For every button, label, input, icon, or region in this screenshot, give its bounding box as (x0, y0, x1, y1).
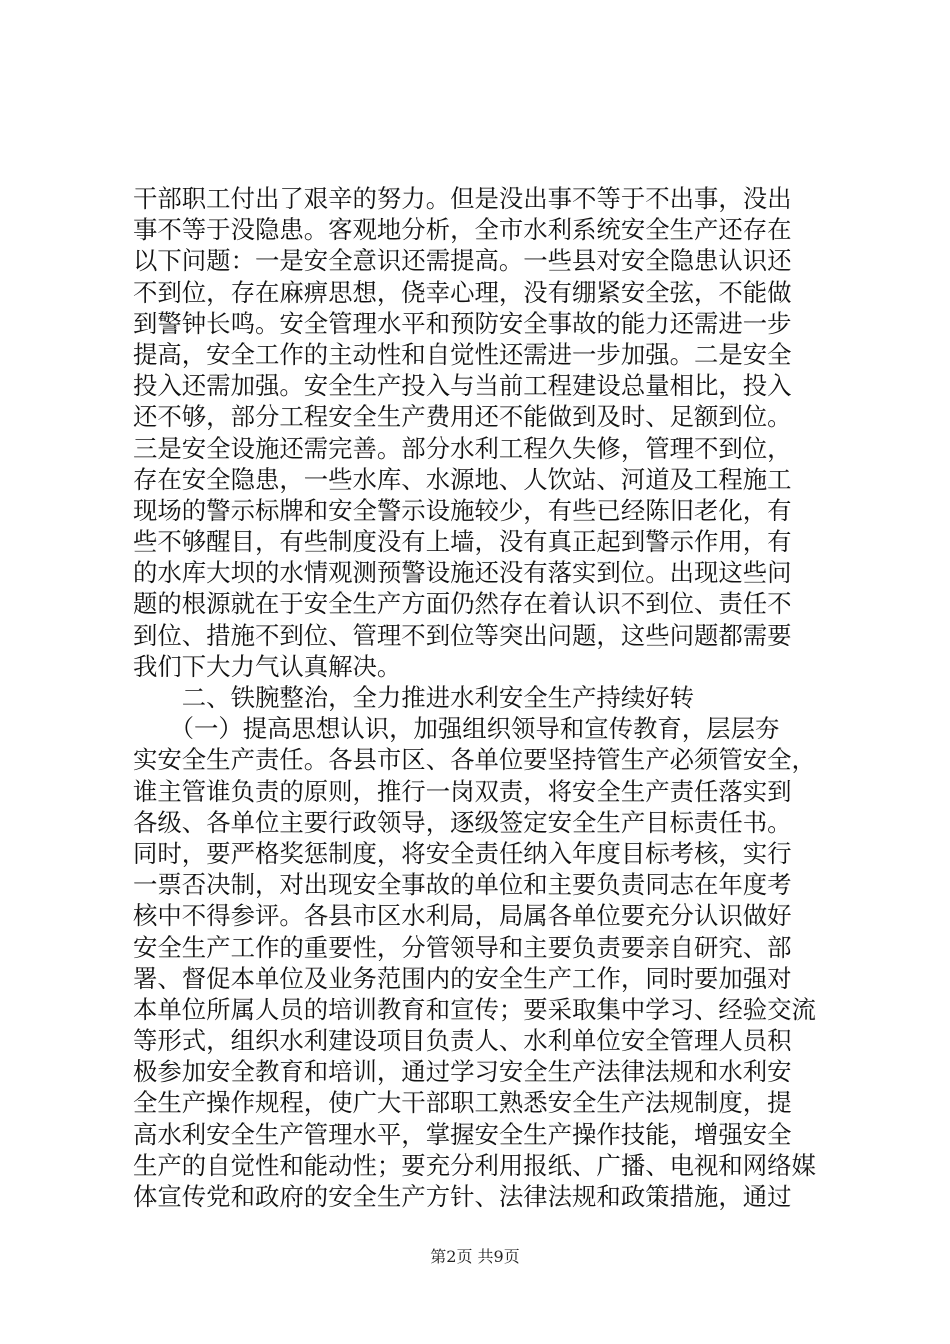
text-line: 各级、各单位主要行政领导，逐级签定安全生产目标责任书。 (133, 807, 792, 837)
text-line: 署、督促本单位及业务范围内的安全生产工作，同时要加强对 (133, 963, 792, 993)
text-line: 现场的警示标牌和安全警示设施较少，有些已经陈旧老化，有 (133, 495, 792, 525)
text-line: 的水库大坝的水情观测预警设施还没有落实到位。出现这些问 (133, 558, 792, 588)
text-line: 些不够醒目，有些制度没有上墙，没有真正起到警示作用，有 (133, 527, 792, 557)
body-text (133, 183, 833, 1212)
text-line: 还不够，部分工程安全生产费用还不能做到及时、足额到位。 (133, 402, 792, 432)
text-line: 极参加安全教育和培训，通过学习安全生产法律法规和水利安 (133, 1057, 792, 1087)
text-line: 到警钟长鸣。安全管理水平和预防安全事故的能力还需进一步 (133, 308, 792, 338)
text-line: 三是安全设施还需完善。部分水利工程久失修，管理不到位， (133, 433, 792, 463)
text-line: 不到位，存在麻痹思想，侥幸心理，没有绷紧安全弦，不能做 (133, 277, 792, 307)
text-line: 生产的自觉性和能动性；要充分利用报纸、广播、电视和网络媒 (133, 1150, 816, 1180)
text-line: 到位、措施不到位、管理不到位等突出问题，这些问题都需要 (133, 620, 792, 650)
text-line: 以下问题：一是安全意识还需提高。一些县对安全隐患认识还 (133, 246, 792, 276)
text-line: 等形式，组织水利建设项目负责人、水利单位安全管理人员积 (133, 1026, 792, 1056)
text-line: 本单位所属人员的培训教育和宣传；要采取集中学习、经验交流 (133, 994, 816, 1024)
text-line: 提高，安全工作的主动性和自觉性还需进一步加强。二是安全 (133, 339, 792, 369)
text-line: 核中不得参评。各县市区水利局，局属各单位要充分认识做好 (133, 901, 792, 931)
text-line: 事不等于没隐患。客观地分析，全市水利系统安全生产还存在 (133, 215, 792, 245)
text-line: 我们下大力气认真解决。 (133, 651, 402, 681)
text-line: 投入还需加强。安全生产投入与当前工程建设总量相比，投入 (133, 371, 792, 401)
text-line: 题的根源就在于安全生产方面仍然存在着认识不到位、责任不 (133, 589, 792, 619)
section-heading: 二、铁腕整治，全力推进水利安全生产持续好转 (133, 683, 694, 712)
text-line: 存在安全隐患，一些水库、水源地、人饮站、河道及工程施工 (133, 464, 792, 494)
text-line: 体宣传党和政府的安全生产方针、法律法规和政策措施，通过 (133, 1182, 792, 1211)
text-line: 安全生产工作的重要性，分管领导和主要负责要亲自研究、部 (133, 932, 792, 962)
text-line: 实安全生产责任。各县市区、各单位要坚持管生产必须管安全， (133, 745, 816, 775)
text-line: 高水利安全生产管理水平，掌握安全生产操作技能，增强安全 (133, 1119, 792, 1149)
text-line: 一票否决制，对出现安全事故的单位和主要负责同志在年度考 (133, 870, 792, 900)
text-line: 同时，要严格奖惩制度，将安全责任纳入年度目标考核，实行 (133, 838, 792, 868)
page-number-footer: 第2页 共9页 (430, 1247, 520, 1266)
text-line: 全生产操作规程，使广大干部职工熟悉安全生产法规制度，提 (133, 1088, 792, 1118)
text-line: 干部职工付出了艰辛的努力。但是没出事不等于不出事，没出 (133, 184, 792, 213)
text-line: 谁主管谁负责的原则，推行一岗双责，将安全生产责任落实到 (133, 776, 792, 806)
subsection-heading: （一）提高思想认识，加强组织领导和宣传教育，层层夯 (133, 714, 780, 744)
